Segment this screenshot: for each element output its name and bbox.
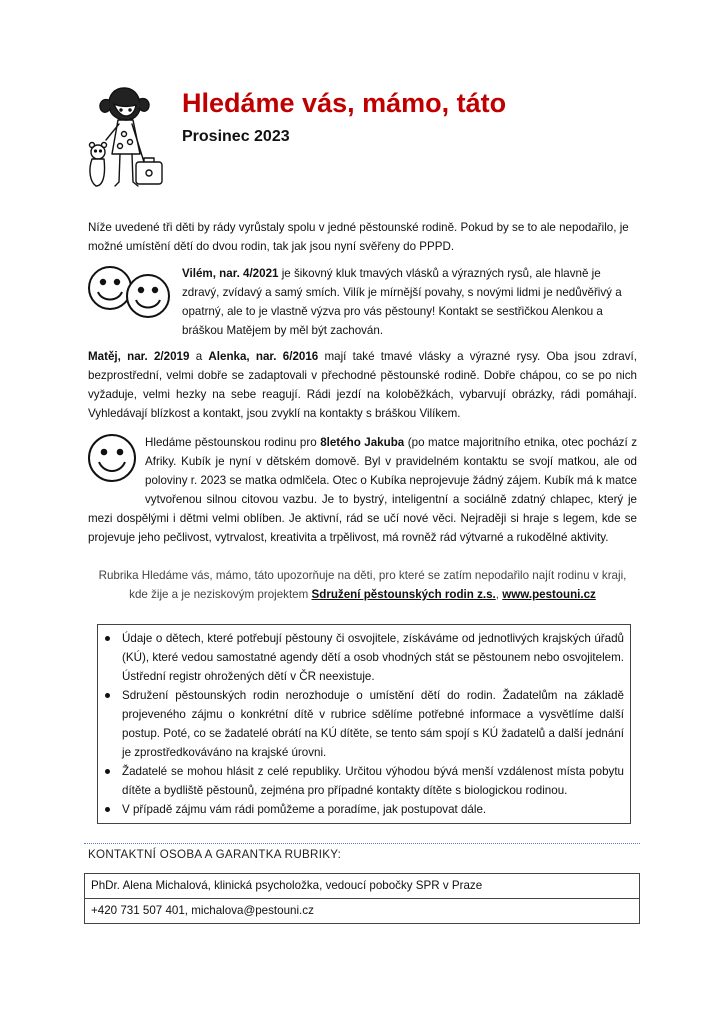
info-item-4: V případě zájmu vám rádi pomůžeme a poradíme, jak postupovat dále. bbox=[122, 800, 624, 819]
rubrika-text: Rubrika Hledáme vás, mámo, táto upozorňuje na děti, pro které se zatím nepodařilo najít rodinu v kraji, kde žije a je neziskovým projektem bbox=[98, 569, 627, 601]
child-alenka-name: Alenka, nar. 6/2016 bbox=[208, 350, 319, 363]
child-jakub-text: (po matce majoritního etnika, otec pochází z Afriky. Kubík je nyní v dětském domově. Byl v pravidelném kontaktu se svojí matkou, ale od poloviny r. 2023 se matka odmlčela. Otec o Kubíka neprojevuje žádný zájem. Kubík má k matce vytvořenou silnou citovou vazbu. Je to bystrý, inteligentní a sociálně zdatný chlapec, který je mezi dospělými i dětmi velmi oblíben. Je aktivní, rád se učí nové věci. Nejraději si hraje s legem, kde se projevuje jeho pečlivost, vytrvalost, kreativita a trpělivost, má rovněž rád výtvarné a rukodělné aktivity. bbox=[88, 436, 637, 544]
rubrika-separator: , bbox=[495, 588, 503, 601]
child-matej-name: Matěj, nar. 2/2019 bbox=[88, 350, 190, 363]
info-item-3: Žadatelé se mohou hlásit z celé republiky. Určitou výhodou bývá menší vzdálenost místa pobytu dítěte a bydliště pěstounů, zejména pro případné kontakty dítěte s biologickou rodinou. bbox=[122, 762, 624, 800]
section-divider bbox=[84, 843, 640, 844]
pestouni-website-link[interactable]: www.pestouni.cz bbox=[502, 588, 596, 601]
rubrika-note bbox=[88, 566, 637, 604]
contact-heading: KONTAKTNÍ OSOBA A GARANTKA RUBRIKY: bbox=[88, 848, 342, 861]
contact-phone-email[interactable]: +420 731 507 401, michalova@pestouni.cz bbox=[85, 898, 639, 923]
child-matej-alenka-paragraph bbox=[88, 347, 637, 423]
page-subtitle: Prosinec 2023 bbox=[182, 128, 290, 145]
child-vilem-name: Vilém, nar. 4/2021 bbox=[182, 267, 279, 280]
child-vilem-paragraph bbox=[182, 264, 637, 340]
contact-name: PhDr. Alena Michalová, klinická psycholožka, vedoucí pobočky SPR v Praze bbox=[91, 879, 483, 892]
contact-box bbox=[84, 873, 640, 924]
child-vilem-text: je šikovný kluk tmavých vlásků a výrazných rysů, ale hlavně je zdravý, zvídavý a samý smích. Vilík je mírnější povahy, s novými lidmi je nedůvěřivý a opatrný, ale to je vlastně výzva pro vás pěstouny! Kontakt se sestřičkou Alenkou a bráškou Matějem by měl být zachován. bbox=[182, 267, 622, 337]
info-item-1: Údaje o dětech, které potřebují pěstouny či osvojitele, získáváme od jednotlivých krajských úřadů (KÚ), které vedou samostatné agendy dětí a osob vhodných stát se pěstounem nebo osvojitelem. Ústřední registr ohrožených dětí v ČR neexistuje. bbox=[122, 629, 624, 686]
child-matej-alenka-text: mají také tmavé vlásky a výrazné rysy. Oba jsou zdraví, bezprostřední, velmi dobře se zadaptovali v přechodné pěstounské rodině. Dobře chápou, co se po nich vyžaduje, velmi hezky na sebe reagují. Rádi jezdí na koloběžkách, vybarvují obrázky, rádi pomáhají. Vyhledávají blízkost a kontakt, jsou zvyklí na kontakty s bráškou Vilíkem. bbox=[88, 350, 637, 420]
info-box bbox=[97, 624, 631, 824]
intro-paragraph: Níže uvedené tři děti by rády vyrůstaly spolu v jedné pěstounské rodině. Pokud by se to ale nepodařilo, je možné umístění dětí do dvou rodin, tak jak jsou nyní svěřeny do PPPD. bbox=[88, 221, 629, 253]
conjunction: a bbox=[189, 350, 209, 363]
child-jakub-intro: Hledáme pěstounskou rodinu pro bbox=[145, 436, 321, 449]
info-item-2: Sdružení pěstounských rodin nerozhoduje o umístění dětí do rodin. Žadatelům na základě projeveného zájmu o konkrétní dítě v rubrice sdělíme potřebné informace a vysvětlíme další postup. Poté, co se žadatelé obrátí na KÚ dítěte, se tento sám spojí s KÚ žadatelů a další jednání je zprostředkováváno na krajské úrovni. bbox=[122, 686, 624, 762]
spr-link[interactable]: Sdružení pěstounských rodin z.s. bbox=[311, 588, 496, 601]
two-smiley-faces-icon bbox=[86, 264, 174, 320]
child-jakub-name: 8letého Jakuba bbox=[320, 436, 405, 449]
page-title: Hledáme vás, mámo, táto bbox=[182, 88, 507, 118]
info-list bbox=[102, 629, 624, 819]
child-jakub-paragraph bbox=[88, 433, 637, 547]
girl-with-teddy-bear-illustration bbox=[84, 82, 172, 202]
